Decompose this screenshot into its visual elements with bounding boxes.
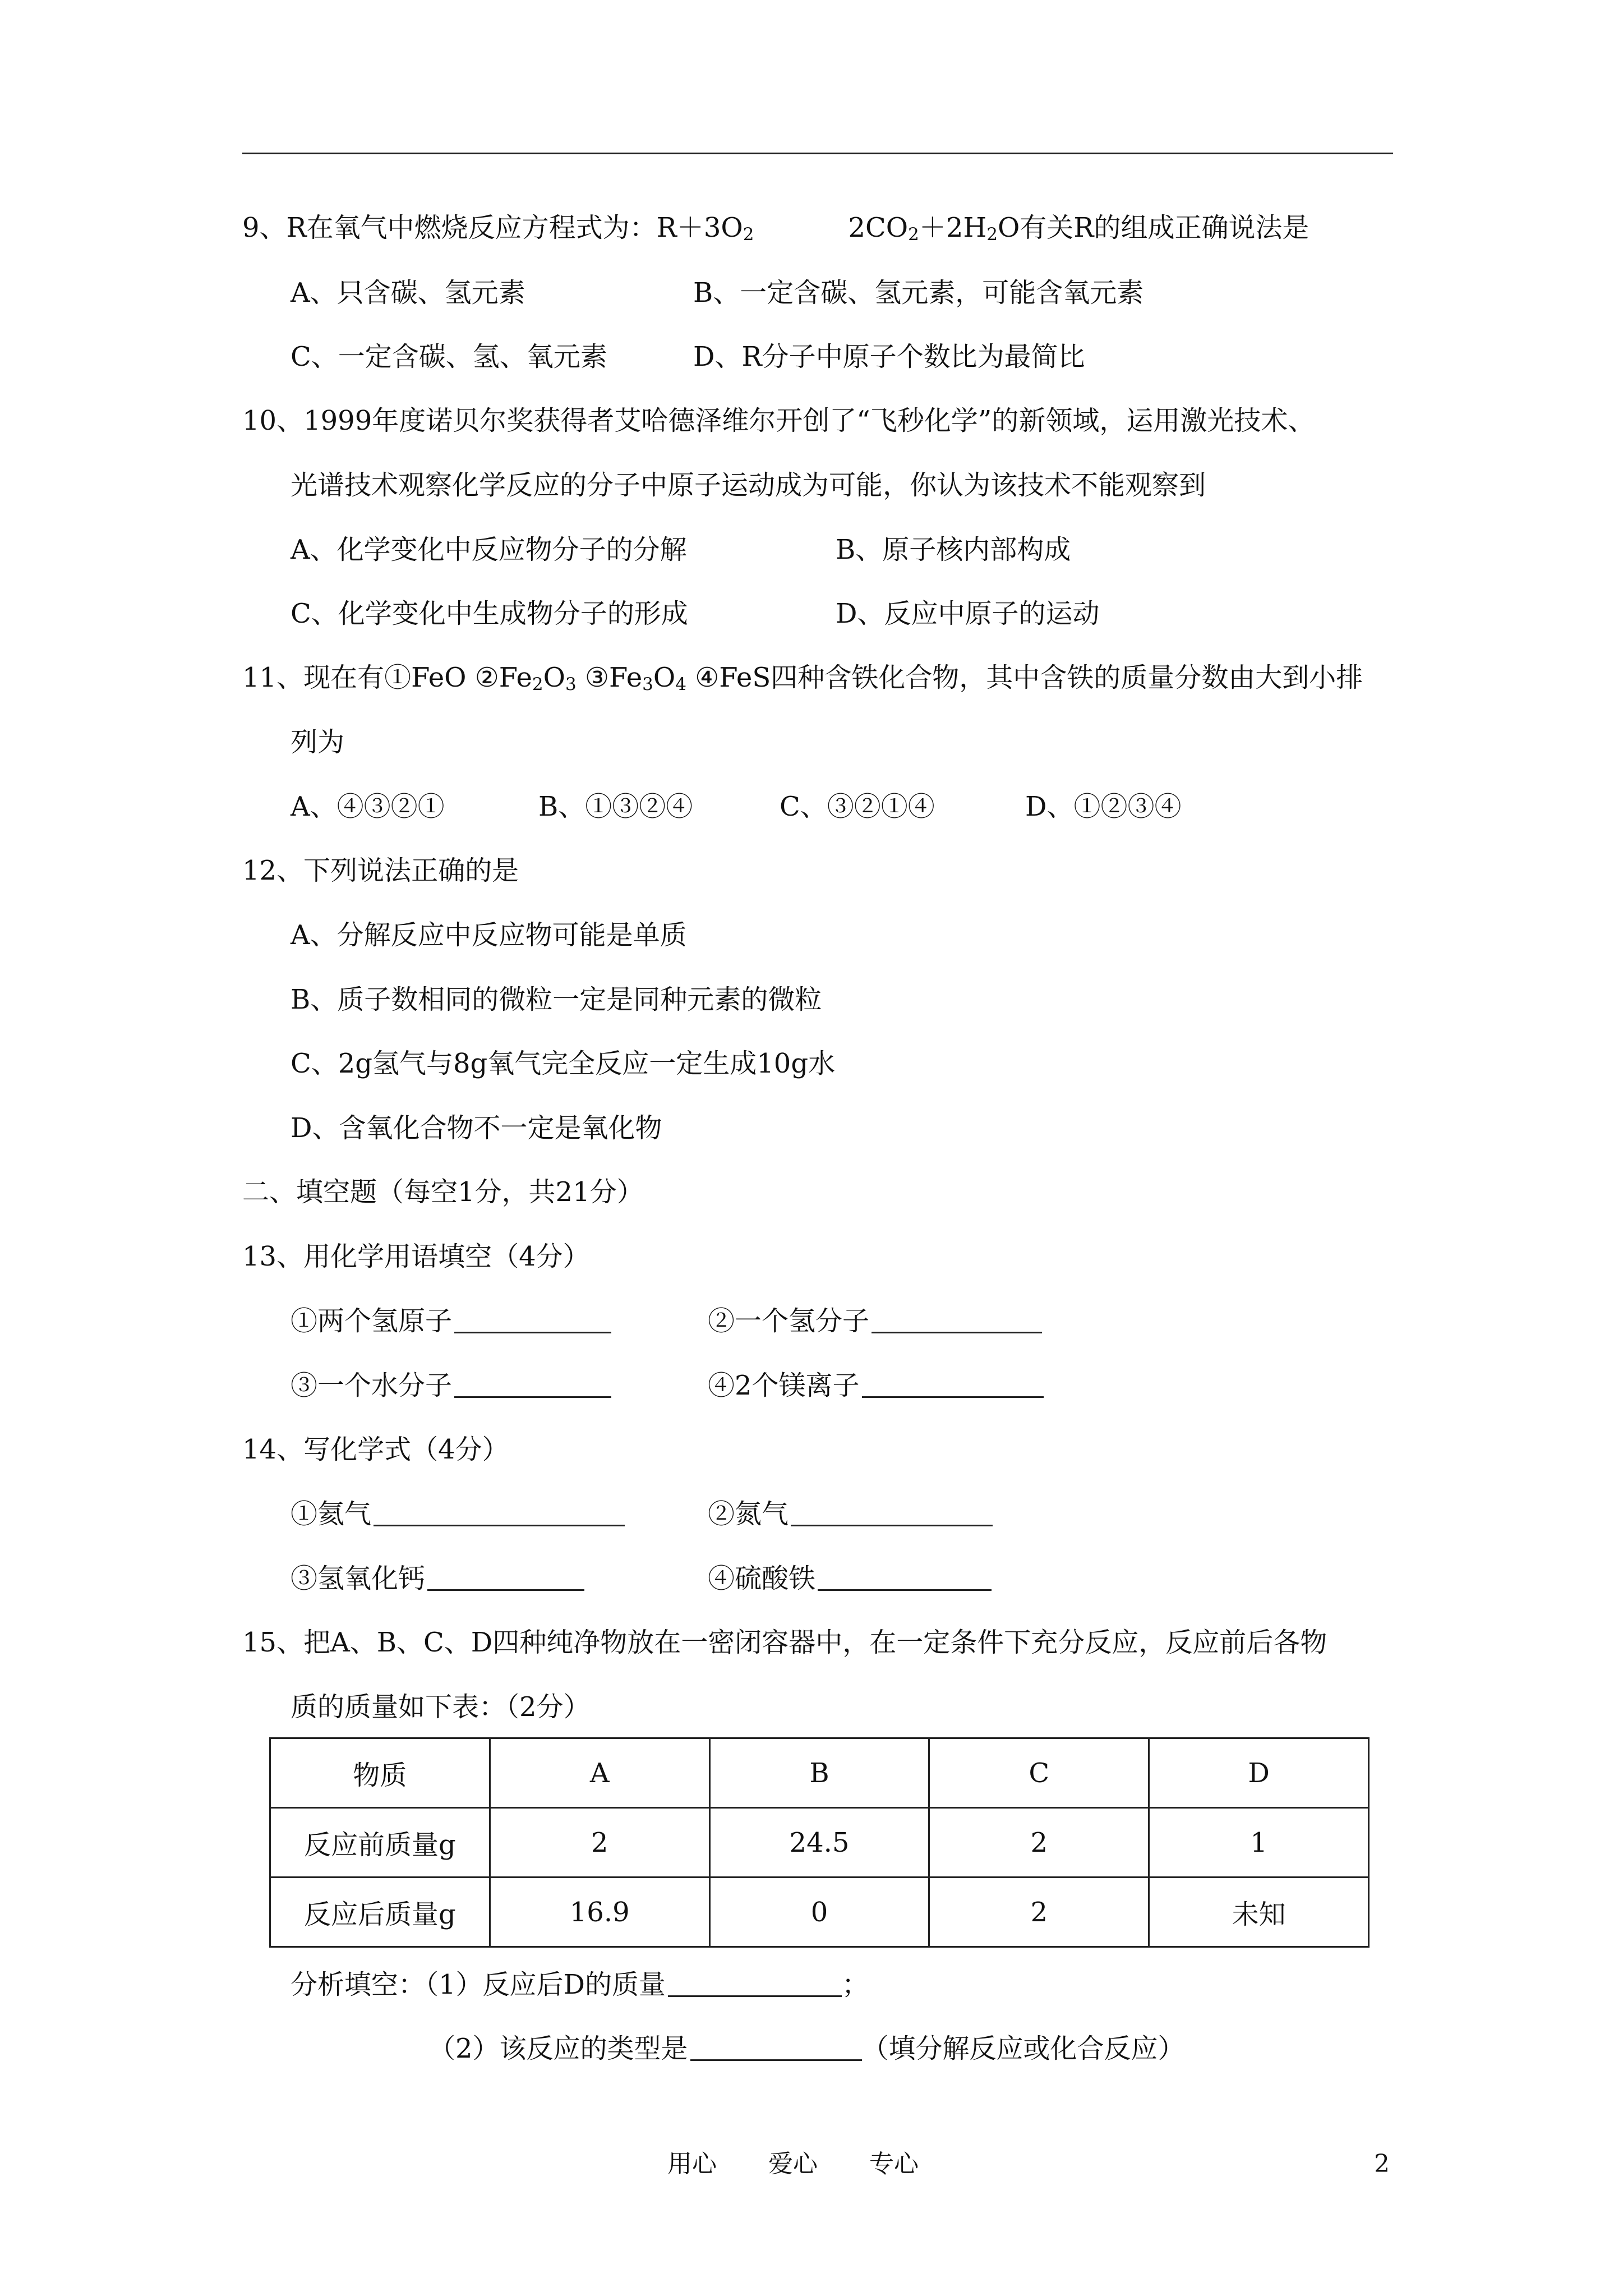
footer-text-left: 用心: [667, 2150, 717, 2178]
footer-text-right: 专心: [869, 2150, 919, 2178]
answer-blank[interactable]: [454, 1372, 611, 1398]
table-header-cell: B: [709, 1738, 929, 1808]
table-header-cell: C: [929, 1738, 1149, 1808]
table-cell: 24.5: [709, 1808, 929, 1878]
q9-option-d: D、R分子中原子个数比为最简比: [693, 341, 1085, 372]
table-header-cell: 物质: [270, 1738, 490, 1808]
answer-blank[interactable]: [791, 1500, 993, 1526]
table-header-cell: A: [490, 1738, 709, 1808]
section-2-title: 二、填空题（每空1分，共21分）: [242, 1176, 644, 1208]
q12-option-d: D、含氧化合物不一定是氧化物: [291, 1112, 662, 1144]
table-cell: 未知: [1149, 1878, 1369, 1947]
q9-option-b: B、一定含碳、氢元素，可能含氧元素: [693, 277, 1144, 309]
q9-stem: 9、R在氧气中燃烧反应方程式为：$R+3O_2$ $2CO_2+2H_2O$有关R的组成正确说法是: [242, 212, 1310, 245]
footer-text-middle: 爱心: [768, 2150, 818, 2178]
table-cell: 16.9: [490, 1878, 709, 1947]
table-cell: 反应后质量g: [270, 1878, 490, 1947]
q13-stem: 13、用化学用语填空（4分）: [242, 1241, 590, 1272]
answer-blank[interactable]: [818, 1565, 992, 1591]
q13-item-2: ②一个氢分子: [708, 1304, 1042, 1338]
q13-item-1: ①两个氢原子: [291, 1304, 611, 1338]
header-rule: [242, 153, 1393, 154]
q12-option-a: A、分解反应中反应物可能是单质: [291, 919, 687, 951]
table-cell: 2: [929, 1878, 1149, 1947]
answer-blank[interactable]: [862, 1372, 1044, 1398]
q11-option-b: B、①③②④: [538, 791, 693, 822]
answer-blank[interactable]: [690, 2035, 862, 2061]
table-cell: 反应前质量g: [270, 1808, 490, 1878]
q11-option-a: A、④③②①: [291, 791, 445, 822]
q10-stem-line2: 光谱技术观察化学反应的分子中原子运动成为可能，你认为该技术不能观察到: [291, 470, 1206, 501]
table-row: [270, 1808, 1369, 1878]
answer-blank[interactable]: [374, 1500, 625, 1526]
q14-item-3: ③氢氧化钙: [291, 1562, 584, 1595]
table-cell: 1: [1149, 1808, 1369, 1878]
q12-option-b: B、质子数相同的微粒一定是同种元素的微粒: [291, 984, 822, 1015]
q9-option-c: C、一定含碳、氢、氧元素: [291, 341, 607, 372]
mass-table: [269, 1737, 1370, 1948]
table-row: [270, 1878, 1369, 1947]
answer-blank[interactable]: [454, 1307, 611, 1333]
table-header-cell: D: [1149, 1738, 1369, 1808]
q13-item-4: ④2个镁离子: [708, 1369, 1044, 1402]
q15-stem-line1: 15、把A、B、C、D四种纯净物放在一密闭容器中，在一定条件下充分反应，反应前后各物: [242, 1627, 1327, 1658]
q14-stem: 14、写化学式（4分）: [242, 1434, 509, 1465]
q15-analysis-1: 分析填空：（1）反应后D的质量 ；: [291, 1969, 869, 2000]
answer-blank[interactable]: [668, 1971, 842, 1997]
q12-stem: 12、下列说法正确的是: [242, 855, 519, 886]
q11-option-d: D、①②③④: [1025, 791, 1182, 822]
q10-stem-line1: 10、1999年度诺贝尔奖获得者艾哈德泽维尔开创了“飞秒化学”的新领域，运用激光技术、: [242, 405, 1315, 436]
q10-option-d: D、反应中原子的运动: [836, 598, 1100, 629]
answer-blank[interactable]: [427, 1565, 584, 1591]
q11-option-c: C、③②①④: [780, 791, 935, 822]
q9-option-a: A、只含碳、氢元素: [291, 277, 525, 309]
table-cell: 2: [490, 1808, 709, 1878]
page-number: 2: [1374, 2150, 1390, 2178]
q15-stem-line2: 质的质量如下表：（2分）: [291, 1691, 591, 1723]
table-cell: 0: [709, 1878, 929, 1947]
q14-item-1: ①氦气: [291, 1497, 625, 1531]
q14-item-4: ④硫酸铁: [708, 1562, 992, 1595]
q11-stem-line1: 11、现在有①FeO $②Fe_2O_3$ $③Fe_3O_4$ ④FeS四种含铁化合物，其中含铁的质量分数由大到小排: [242, 662, 1363, 694]
answer-blank[interactable]: [872, 1307, 1042, 1333]
q15-analysis-2: （2）该反应的类型是 （填分解反应或化合反应）: [428, 2033, 1185, 2064]
q11-stem-line2: 列为: [291, 726, 345, 758]
q10-option-b: B、原子核内部构成: [836, 534, 1071, 565]
q10-option-c: C、化学变化中生成物分子的形成: [291, 598, 688, 629]
table-header-row: [270, 1738, 1369, 1808]
q12-option-c: C、2g氢气与8g氧气完全反应一定生成10g水: [291, 1048, 836, 1079]
q14-item-2: ②氮气: [708, 1497, 993, 1531]
q13-item-3: ③一个水分子: [291, 1369, 611, 1402]
table-cell: 2: [929, 1808, 1149, 1878]
q10-option-a: A、化学变化中反应物分子的分解: [291, 534, 687, 565]
